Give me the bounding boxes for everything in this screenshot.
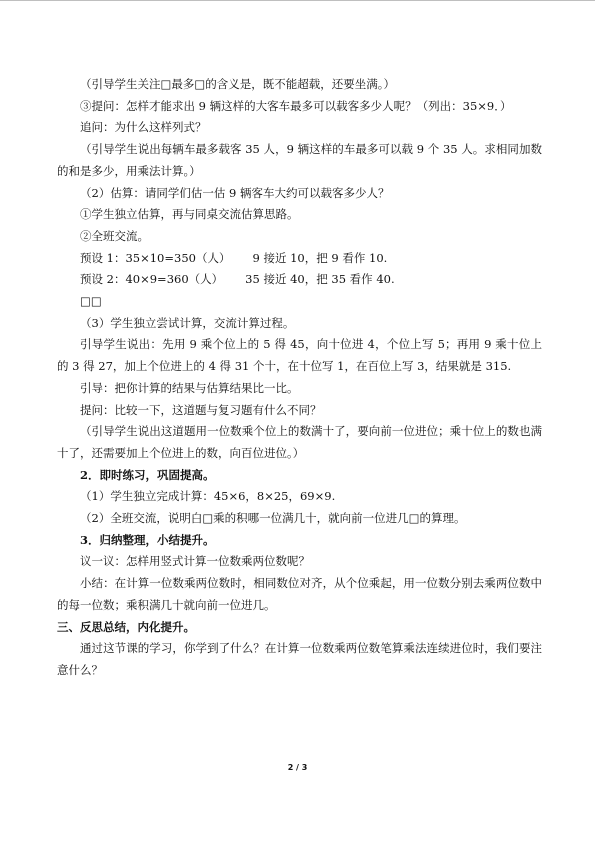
page-number: 2 / 3 [287,763,308,772]
paragraph: 议一议：怎样用竖式计算一位数乘两位数呢？ [80,554,310,569]
preset-2-formula: 预设 2：40×9=360（人） [80,272,224,287]
paragraph: （引导学生说出这道题用一位数乘个位上的数满十了，要向前一位进位；乘十位上的数也满十了，还需要加上个位进上的数，向百位进位。） [57,424,542,460]
placeholder-boxes: □□ [80,294,102,309]
header-rule [0,0,595,1]
preset-1-formula: 预设 1：35×10=350（人） [80,250,231,265]
paragraph: 引导学生说出：先用 9 乘个位上的 5 得 45，向十位进 4，个位上写 5；再用 9 乘十位上的 3 得 27，加上个位进上的 4 得 31 个十，在十位写 1，在百位上写 3，结果就是 315. [57,337,542,374]
document-body [57,74,542,682]
section-heading-practice: 2．即时练习，巩固提高。 [80,467,215,482]
paragraph: 小结：在计算一位数乘两位数时，相同数位对齐，从个位乘起，用一位数分别去乘两位数中的每一位数；乘积满几十就向前一位进几。 [57,576,542,612]
paragraph: ①学生独立估算，再与同桌交流估算思路。 [80,207,299,222]
paragraph: （3）学生独立尝试计算，交流计算过程。 [80,315,295,330]
paragraph: （引导学生说出每辆车最多载客 35 人，9 辆这样的车最多可以载 9 个 35 人。求相同加数的和是多少，用乘法计算。） [57,142,542,178]
preset-2-note: 35 接近 40，把 35 看作 40. [245,272,395,287]
paragraph: （2）估算：请同学们估一估 9 辆客车大约可以载客多少人？ [80,185,390,200]
preset-1-note: 9 接近 10，把 9 看作 10. [252,250,388,265]
paragraph: （引导学生关注□最多□的含义是，既不能超载，还要坐满。） [80,77,395,91]
preset-line-1 [57,248,542,270]
paragraph: ②全班交流。 [80,228,149,243]
paragraph: （2）全班交流，说明白□乘的积哪一位满几十，就向前一位进几□的算理。 [80,511,466,526]
paragraph: 通过这节课的学习，你学到了什么？在计算一位数乘两位数笔算乘法连续进位时，我们要注意什么？ [57,641,542,677]
paragraph: ③提问：怎样才能求出 9 辆这样的大客车最多可以载客多少人呢？（列出：35×9．） [80,98,512,113]
paragraph: 提问：比较一下，这道题与复习题有什么不同？ [80,402,322,417]
paragraph: 追问：为什么这样列式？ [80,120,207,135]
preset-line-2 [57,269,542,291]
paragraph: 引导：把你计算的结果与估算结果比一比。 [80,380,299,395]
section-heading-reflection: 三、反思总结，内化提升。 [57,619,195,634]
paragraph: （1）学生独立完成计算：45×6，8×25，69×9. [80,489,336,504]
section-heading-summary: 3．归纳整理，小结提升。 [80,532,215,547]
